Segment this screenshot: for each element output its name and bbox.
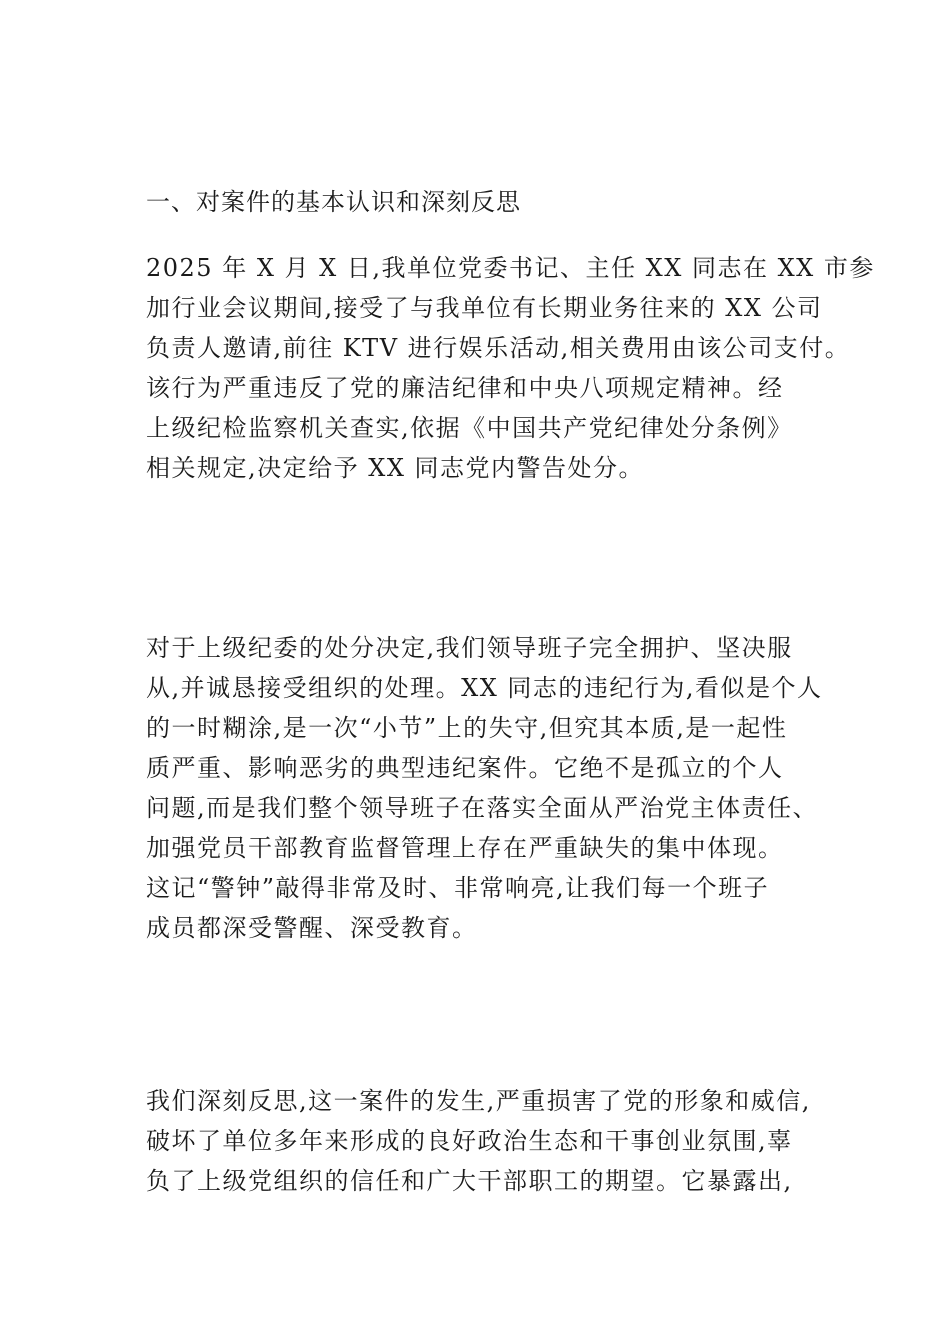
paragraph-line: 相关规定,决定给予 XX 同志党内警告处分。 — [146, 454, 645, 482]
paragraph-line: 负责人邀请,前往 KTV 进行娱乐活动,相关费用由该公司支付。 — [146, 334, 851, 362]
paragraph-2 — [146, 628, 823, 948]
paragraph-line: 从,并诚恳接受组织的处理。XX 同志的违纪行为,看似是个人 — [146, 674, 823, 702]
paragraph-line: 这记“警钟”敲得非常及时、非常响亮,让我们每一个班子 — [146, 874, 770, 902]
paragraph-line: 破坏了单位多年来形成的良好政治生态和干事创业氛围,辜 — [146, 1127, 793, 1155]
paragraph-line: 上级纪检监察机关查实,依据《中国共产党纪律处分条例》 — [146, 414, 793, 442]
section-heading: 一、对案件的基本认识和深刻反思 — [146, 188, 521, 216]
paragraph-line: 我们深刻反思,这一案件的发生,严重损害了党的形象和威信, — [146, 1087, 811, 1115]
paragraph-line: 负了上级党组织的信任和广大干部职工的期望。它暴露出, — [146, 1167, 793, 1195]
paragraph-line: 问题,而是我们整个领导班子在落实全面从严治党主体责任、 — [146, 794, 819, 822]
paragraph-line: 该行为严重违反了党的廉洁纪律和中央八项规定精神。经 — [146, 374, 784, 402]
paragraph-line: 成员都深受警醒、深受教育。 — [146, 914, 478, 942]
paragraph-1 — [146, 248, 875, 488]
paragraph-line: 2025 年 X 月 X 日,我单位党委书记、主任 XX 同志在 XX 市参 — [146, 254, 875, 282]
paragraph-3 — [146, 1081, 811, 1201]
paragraph-line: 加强党员干部教育监督管理上存在严重缺失的集中体现。 — [146, 834, 784, 862]
paragraph-line: 加行业会议期间,接受了与我单位有长期业务往来的 XX 公司 — [146, 294, 823, 322]
paragraph-line: 对于上级纪委的处分决定,我们领导班子完全拥护、坚决服 — [146, 634, 793, 662]
paragraph-line: 的一时糊涂,是一次“小节”上的失守,但究其本质,是一起性 — [146, 714, 788, 742]
paragraph-line: 质严重、影响恶劣的典型违纪案件。它绝不是孤立的个人 — [146, 754, 784, 782]
